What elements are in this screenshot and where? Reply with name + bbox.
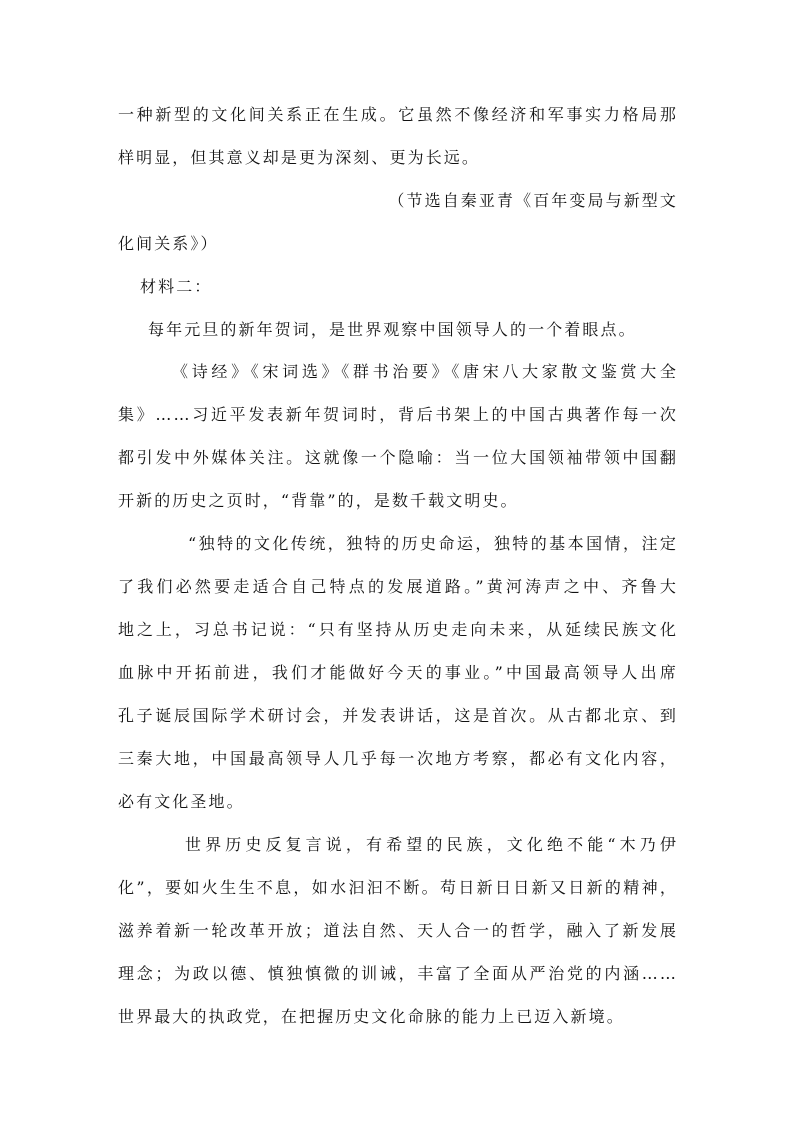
paragraph-line: 集》……习近平发表新年贺词时，背后书架上的中国古典著作每一次 [118, 405, 678, 424]
paragraph-line: 了我们必然要走适合自己特点的发展道路。”黄河涛声之中、齐鲁大 [118, 577, 678, 596]
paragraph-line: 都引发中外媒体关注。这就像一个隐喻：当一位大国领袖带领中国翻 [118, 448, 678, 467]
paragraph-line: 地之上，习总书记说：“只有坚持从历史走向未来，从延续民族文化 [118, 620, 678, 639]
intro-paragraph: 每年元旦的新年贺词，是世界观察中国领导人的一个着眼点。 [148, 320, 637, 339]
paragraph-line: 理念；为政以德、慎独慎微的训诫，丰富了全面从严治党的内涵…… [118, 964, 678, 983]
paragraph-line: 滋养着新一轮改革开放；道法自然、天人合一的哲学，融入了新发展 [118, 921, 678, 940]
source-citation-continued: 化间关系》） [118, 234, 219, 253]
paragraph-line: “独特的文化传统，独特的历史命运，独特的基本国情，注定 [188, 534, 678, 553]
paragraph-line: 三秦大地，中国最高领导人几乎每一次地方考察，都必有文化内容， [118, 749, 678, 768]
paragraph-line: 世界历史反复言说，有希望的民族，文化绝不能“木乃伊 [185, 835, 678, 854]
paragraph-line: 《诗经》《宋词选》《群书治要》《唐宋八大家散文鉴赏大全 [172, 362, 678, 381]
passage-line: 一种新型的文化间关系正在生成。它虽然不像经济和军事实力格局那 [118, 105, 678, 124]
section-heading: 材料二： [140, 277, 213, 296]
source-citation: （节选自秦亚青《百年变局与新型文 [388, 191, 678, 210]
paragraph-line: 血脉中开拓前进，我们才能做好今天的事业。”中国最高领导人出席 [118, 663, 678, 682]
paragraph-line: 孔子诞辰国际学术研讨会，并发表讲话，这是首次。从古都北京、到 [118, 706, 678, 725]
paragraph-line: 开新的历史之页时，“背靠”的，是数千载文明史。 [118, 491, 519, 510]
paragraph-line: 必有文化圣地。 [118, 792, 245, 811]
paragraph-line: 化”，要如火生生不息，如水汩汩不断。苟日新日日新又日新的精神， [118, 878, 678, 897]
paragraph-line: 世界最大的执政党，在把握历史文化命脉的能力上已迈入新境。 [118, 1007, 625, 1026]
passage-line: 样明显，但其意义却是更为深刻、更为长远。 [118, 148, 481, 167]
